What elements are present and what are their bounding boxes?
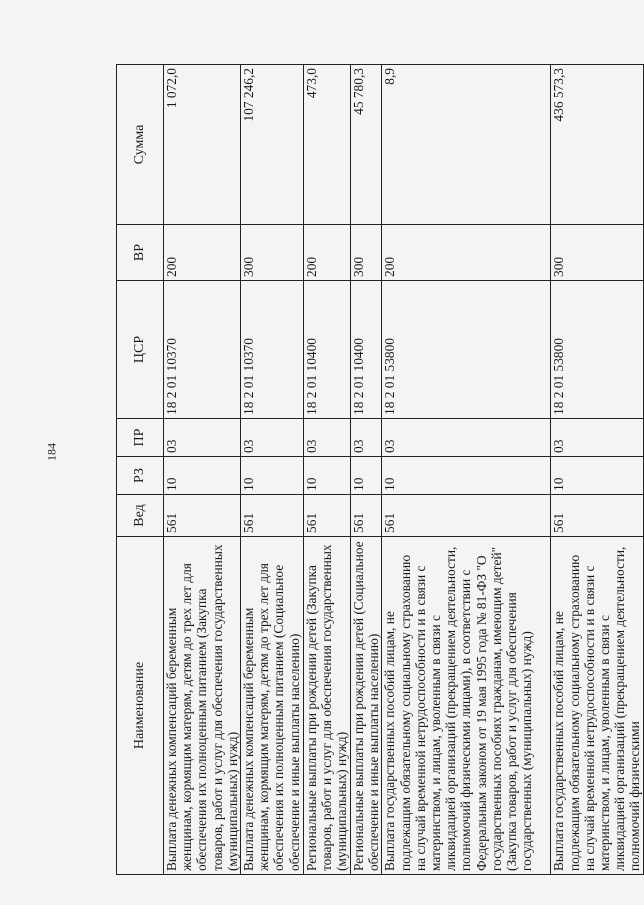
table-row bbox=[241, 65, 304, 875]
cell-ved: 561 bbox=[351, 495, 382, 537]
cell-pr: 03 bbox=[241, 419, 304, 457]
table-row bbox=[164, 65, 241, 875]
header-ved: Вед bbox=[117, 495, 164, 537]
cell-ved: 561 bbox=[241, 495, 304, 537]
cell-pr: 03 bbox=[551, 419, 643, 457]
cell-rz: 10 bbox=[551, 457, 643, 495]
cell-vr: 200 bbox=[304, 225, 351, 281]
cell-rz: 10 bbox=[304, 457, 351, 495]
cell-rz: 10 bbox=[164, 457, 241, 495]
cell-csr: 18 2 01 10400 bbox=[351, 281, 382, 419]
rotated-table-sheet bbox=[116, 65, 643, 875]
cell-csr: 18 2 01 10370 bbox=[241, 281, 304, 419]
table-row bbox=[351, 65, 382, 875]
cell-vr: 200 bbox=[164, 225, 241, 281]
cell-csr: 18 2 01 10400 bbox=[304, 281, 351, 419]
cell-csr: 18 2 01 10370 bbox=[164, 281, 241, 419]
table-row bbox=[551, 65, 643, 875]
cell-rz: 10 bbox=[382, 457, 551, 495]
cell-vr: 300 bbox=[241, 225, 304, 281]
cell-csr: 18 2 01 53800 bbox=[382, 281, 551, 419]
cell-vr: 300 bbox=[551, 225, 643, 281]
cell-sum: 8,9 bbox=[382, 65, 551, 225]
cell-ved: 561 bbox=[164, 495, 241, 537]
cell-sum: 1 072,0 bbox=[164, 65, 241, 225]
budget-table bbox=[116, 64, 644, 875]
cell-rz: 10 bbox=[241, 457, 304, 495]
cell-rz: 10 bbox=[351, 457, 382, 495]
cell-name: Региональные выплаты при рождении детей (Закупка товаров, работ и услуг для обеспечения государственных (муниципальных) нужд) bbox=[304, 537, 351, 875]
cell-sum: 436 573,3 bbox=[551, 65, 643, 225]
cell-sum: 473,0 bbox=[304, 65, 351, 225]
header-csr: ЦСР bbox=[117, 281, 164, 419]
cell-ved: 561 bbox=[304, 495, 351, 537]
cell-name: Региональные выплаты при рождении детей (Социальное обеспечение и иные выплаты населению) bbox=[351, 537, 382, 875]
table-row bbox=[304, 65, 351, 875]
page-number: 184 bbox=[44, 443, 59, 461]
header-name: Наименование bbox=[117, 537, 164, 875]
cell-sum: 45 780,3 bbox=[351, 65, 382, 225]
header-pr: ПР bbox=[117, 419, 164, 457]
header-vr: ВР bbox=[117, 225, 164, 281]
cell-name: Выплата денежных компенсаций беременным женщинам, кормящим матерям, детям до трех лет для обеспечения их полноценным питанием (Закупка товаров, работ и услуг для обеспечения государственных (муниципальных) нужд) bbox=[164, 537, 241, 875]
cell-name: Выплата государственных пособий лицам, не подлежащим обязательному социальному страхованию на случай временной нетрудоспособности и в связи с материнством, и лицам, уволенным в связи с ликвидацией организаций (прекращением деятельности, полномочий физическими bbox=[551, 537, 643, 875]
table-row bbox=[382, 65, 551, 875]
table-header-row bbox=[117, 65, 164, 875]
cell-name: Выплата денежных компенсаций беременным женщинам, кормящим матерям, детям до трех лет для обеспечения их полноценным питанием (Социальное обеспечение и иные выплаты населению) bbox=[241, 537, 304, 875]
cell-pr: 03 bbox=[304, 419, 351, 457]
cell-ved: 561 bbox=[382, 495, 551, 537]
cell-pr: 03 bbox=[164, 419, 241, 457]
cell-csr: 18 2 01 53800 bbox=[551, 281, 643, 419]
header-sum: Сумма bbox=[117, 65, 164, 225]
cell-name: Выплата государственных пособий лицам, не подлежащим обязательному социальному страхованию на случай временной нетрудоспособности и в связи с материнством, и лицам, уволенным в связи с ликвидацией организаций (прекращением деятельности, полномочий физическими лицами), в соответствии с Федеральным законом от 19 мая 1995 года № 81-ФЗ "О государственных пособиях гражданам, имеющим детей" (Закупка товаров, работ и услуг для обеспечения государственных (муниципальных) нужд) bbox=[382, 537, 551, 875]
cell-vr: 300 bbox=[351, 225, 382, 281]
cell-ved: 561 bbox=[551, 495, 643, 537]
cell-pr: 03 bbox=[382, 419, 551, 457]
header-rz: РЗ bbox=[117, 457, 164, 495]
cell-vr: 200 bbox=[382, 225, 551, 281]
cell-sum: 107 246,2 bbox=[241, 65, 304, 225]
cell-pr: 03 bbox=[351, 419, 382, 457]
